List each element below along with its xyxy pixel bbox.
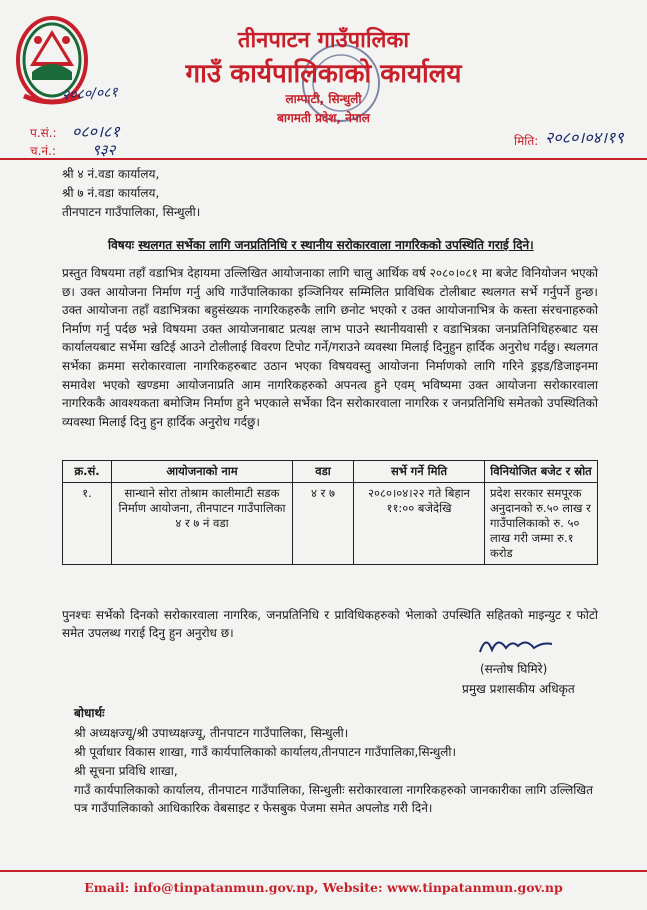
municipality-name: तीनपाटन गाउँपालिका bbox=[237, 28, 410, 53]
office-name: गाउँ कार्यपालिकाको कार्यालय bbox=[185, 59, 462, 89]
cell-sn: १. bbox=[63, 483, 112, 565]
table-header-row bbox=[63, 461, 598, 483]
table-row bbox=[63, 483, 598, 565]
office-address: लाम्पाटी, सिन्धुली bbox=[285, 92, 362, 106]
cc-label: बोधार्थः bbox=[74, 706, 105, 720]
cc-line-1: श्री अध्यक्षज्यू/श्री उपाध्यक्षज्यू, तीनपाटन गाउँपालिका, सिन्धुली। bbox=[74, 726, 349, 740]
cc-line-3: श्री सूचना प्रविधि शाखा, bbox=[74, 764, 178, 778]
signature-icon bbox=[476, 630, 556, 660]
cell-ward: ४ र ७ bbox=[293, 483, 354, 565]
signatory-title: प्रमुख प्रशासकीय अधिकृत bbox=[462, 682, 575, 696]
footer-divider bbox=[0, 870, 647, 872]
project-table bbox=[62, 460, 598, 565]
signatory-name: (सन्तोष घिमिरे) bbox=[480, 662, 548, 676]
cell-project: सान्धाने सोरा तोश्राम कालीमाटी सडक निर्माण आयोजना, तीनपाटन गाउँपालिका ४ र ७ नं वडा bbox=[112, 483, 293, 565]
cell-survey-date: २०८०।०४।२२ गते बिहान ११:०० बजेदेखि bbox=[354, 483, 485, 565]
recipient-line-3: तीनपाटन गाउँपालिका, सिन्धुली। bbox=[62, 205, 201, 219]
recipient-line-1: श्री ४ नं.वडा कार्यालय, bbox=[62, 167, 160, 181]
pa-sa-value: ०८०।८१ bbox=[72, 122, 120, 141]
postscript: पुनश्चः सर्भेको दिनको सरोकारवाला नागरिक, जनप्रतिनिधि र प्राविधिकहरुको भेलाको उपस्थिति सहितको माइन्युट र फोटो समेत उपलब्ध गराई दिनु हुन अनुरोध छ। bbox=[62, 608, 598, 640]
col-header-budget: विनियोजित बजेट र स्रोत bbox=[485, 461, 598, 483]
pa-sa-label: प.सं.: bbox=[30, 126, 57, 140]
subject-text: स्थलगत सर्भेका लागि जनप्रतिनिधि र स्थानीय सरोकारवाला नागरिकको उपस्थिति गराई दिने। bbox=[138, 238, 534, 252]
col-header-project: आयोजनाको नाम bbox=[112, 461, 293, 483]
footer-contact: Email: info@tinpatanmun.gov.np, Website: www.tinpatanmun.gov.np bbox=[84, 880, 563, 895]
date-label: मिति: bbox=[514, 134, 539, 148]
cc-line-4: गाउँ कार्यपालिकाको कार्यालय, तीनपाटन गाउँपालिका, सिन्धुलीः सरोकारवाला नागरिकहरुको जानकारीका लागि उल्लिखित पत्र गाउँपालिकाको आधिकारिक वेबसाइट र फेसबुक पेजमा समेत अपलोड गरी दिने। bbox=[74, 783, 594, 815]
subject-label: विषयः bbox=[108, 238, 135, 252]
recipient-line-2: श्री ७ नं.वडा कार्यालय, bbox=[62, 186, 160, 200]
header-divider bbox=[0, 158, 647, 160]
date-value: २०८०।०४।१९ bbox=[545, 128, 624, 147]
emblem-year: २०८०/०८१ bbox=[61, 84, 119, 104]
body-paragraph: प्रस्तुत विषयमा तहाँ वडाभित्र देहायमा उल्लिखित आयोजनाका लागि चालु आर्थिक वर्ष २०८०।०८१ मा बजेट विनियोजन भएको छ। उक्त आयोजना निर्माण गर्नु अघि गाउँपालिकाका इञ्जिनियर सम्मिलित प्राविधिक टोलीबाट स्थलगत सर्भे गर्नुपर्ने हुन्छ। उक्त आयोजना तहाँ वडाभित्रका बहुसंख्यक नागरिकहरुकै लागि छनोट भएको र उक्त आयोजनाभित्र के कस्ता संरचनाहरुको निर्माण गर्नु पर्दछ भन्ने विषयमा उक्त आयोजनाबाट प्रत्यक्ष लाभ पाउने स्थानीयवासी र वडाभित्रका जनप्रतिनिधिहरुबाट यस कार्यालयबाट सर्भेमा खटिई आउने टोलीलाई विवरण टिपोट गर्ने/गराउने व्यवस्था मिलाई दिनुहुन हार्दिक अनुरोध गर्दछु। स्थलगत सर्भेका क्रममा सरोकारवाला नागरिकहरुबाट उठान भएका विषयवस्तु आयोजना निर्माणको लागि गरिने ड्रइड/डिजाइनमा समावेश भएको खण्डमा आयोजनाप्रति आम नागरिकहरुको अपनत्व हुने एवम् भविष्यमा उक्त आयोजना सरोकारवाला नागरिककै आवश्यकता बमोजिम निर्माण हुने भएकाले सर्भेका दिन सरोकारवाला नागरिक र जनप्रतिनिधि समेतको उपस्थितिको व्यवस्था मिलाई दिनु हुन हार्दिक अनुरोध गर्दछु। bbox=[62, 266, 598, 429]
cc-line-2: श्री पूर्वाधार विकास शाखा, गाउँ कार्यपालिकाको कार्यालय,तीनपाटन गाउँपालिका,सिन्धुली। bbox=[74, 745, 457, 759]
cha-na-value: ९३२ bbox=[92, 141, 116, 159]
col-header-survey-date: सर्भे गर्ने मिति bbox=[354, 461, 485, 483]
cell-budget: प्रदेश सरकार समपूरक अनुदानको रु.५० लाख र गाउँपालिकाको रु. ५० लाख गरी जम्मा रु.१ करोड bbox=[485, 483, 598, 565]
province-line: बागमती प्रदेश, नेपाल bbox=[277, 111, 370, 125]
col-header-ward: वडा bbox=[293, 461, 354, 483]
col-header-sn: क्र.सं. bbox=[63, 461, 112, 483]
subject-line bbox=[108, 236, 534, 254]
cha-na-label: च.नं.: bbox=[30, 144, 56, 158]
